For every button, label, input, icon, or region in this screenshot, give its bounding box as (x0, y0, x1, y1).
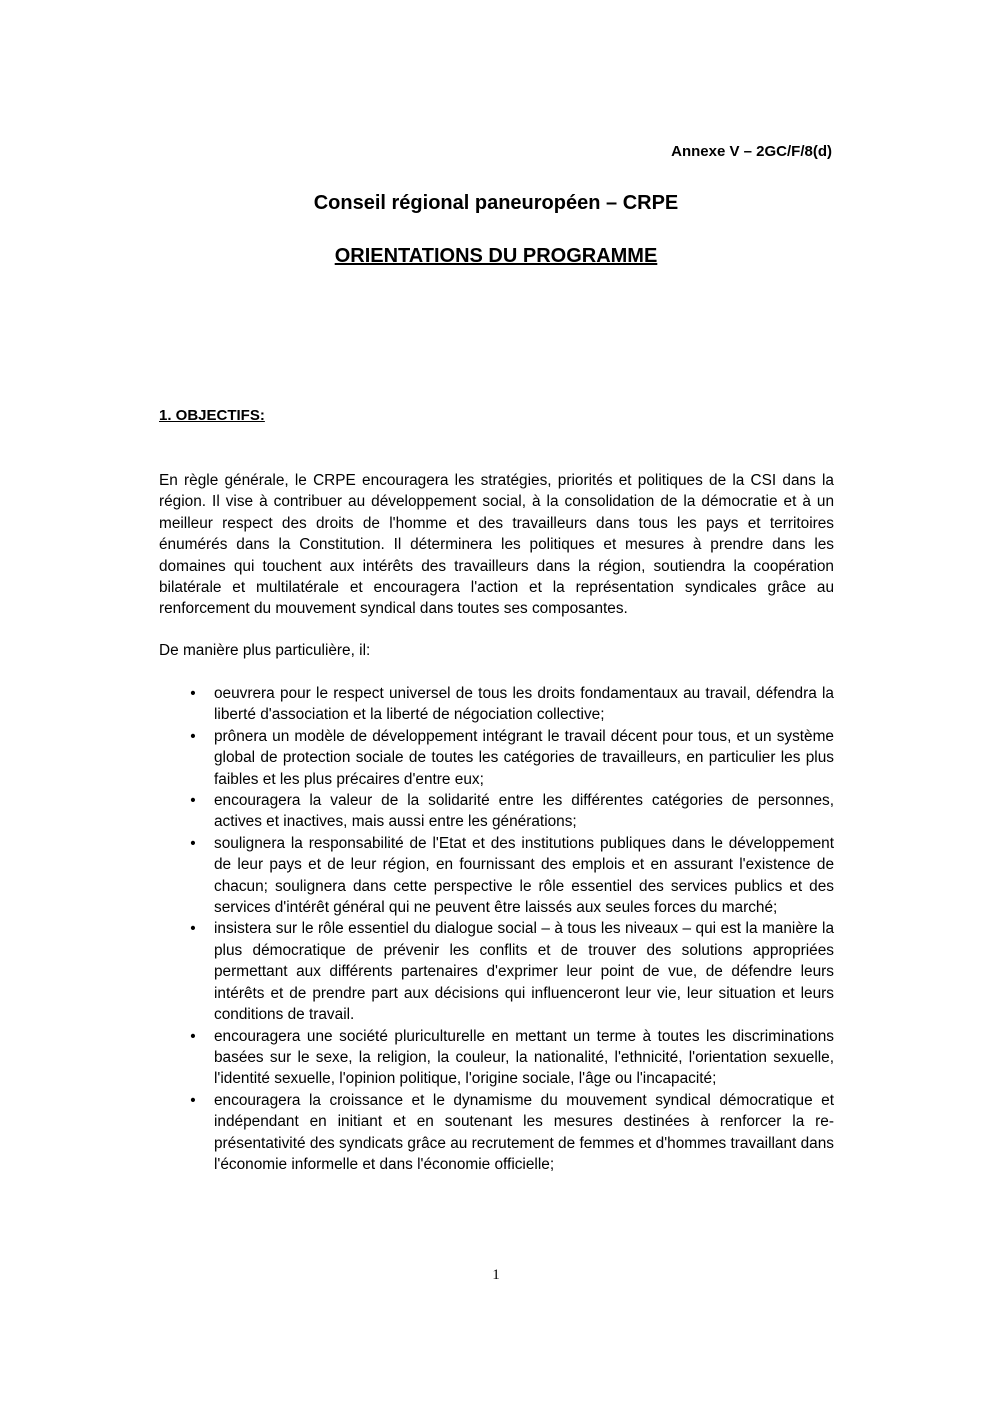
list-item-text: soulignera la responsabilité de l'Etat et des institutions publiques dans le développement de leur pays et de leur région, en fournissant des emplois et en assurant l'existence de chacun; soulignera dans cette perspective le rôle essentiel des services publics et des services d'intérêt général qui ne peuvent être laissés aux seules forces du marché; (214, 834, 834, 917)
list-item (159, 1026, 834, 1090)
intro-paragraph: En règle générale, le CRPE encouragera les stratégies, priorités et politiques de la CSI dans la région. Il vise à contribuer au développement social, à la consolidation de la démocratie et à un meilleur respect des droits de l'homme et des travailleurs dans tous les pays et territoires énumérés dans la Constitution. Il déterminera les politiques et mesures à prendre dans les domaines qui touchent aux intérêts des travailleurs dans la région, soutiendra la coopération bilatérale et multilatérale et encouragera l'action et la représentation syndicales grâce au renforcement du mouvement syndical dans toutes ses composantes. (159, 472, 834, 618)
bullet-icon: • (190, 1091, 196, 1109)
bullet-icon: • (190, 727, 196, 745)
list-item-text: encouragera la valeur de la solidarité entre les différentes catégories de personnes, actives et inactives, mais aussi entre les générations; (214, 792, 834, 831)
page-number: 1 (492, 1267, 500, 1283)
section-heading: 1. OBJECTIFS: (159, 407, 265, 424)
list-item-text: encouragera la croissance et le dynamisme du mouvement syndical démocratique et indépendant en initiant et en soutenant les mesures destinées à renforcer la représentativité des syndicats grâce au recrutement de femmes et d'hommes travaillant dans l'économie informelle et dans l'économie officielle; (214, 1091, 834, 1173)
list-item-text: encouragera une société pluriculturelle en mettant un terme à toutes les discriminations basées sur le sexe, la religion, la couleur, la nationalité, l'ethnicité, l'orientation sexuelle, l'identité sexuelle, l'opinion politique, l'origine sociale, l'âge ou l'incapacité; (214, 1027, 834, 1088)
list-item (159, 1090, 834, 1176)
list-item (159, 683, 834, 726)
bullet-icon: • (190, 1027, 196, 1045)
list-item (159, 790, 834, 833)
list-item-text: insistera sur le rôle essentiel du dialogue social – à tous les niveaux – qui est la manière la plus démocratique de prévenir les conflits et de trouver des solutions appropriées permettant aux différents partenaires d'exprimer leur point de vue, de défendre leurs intérêts et de prendre part aux décisions qui influenceront leur vie, leur situation et leurs conditions de travail. (214, 920, 834, 1024)
bullet-icon: • (190, 792, 196, 810)
list-item (159, 918, 834, 1025)
list-item-text: oeuvrera pour le respect universel de tous les droits fondamentaux au travail, défendra la liberté d'association et la liberté de négociation collective; (214, 685, 834, 724)
lead-paragraph: De manière plus particulière, il: (159, 642, 371, 659)
annex-reference: Annexe V – 2GC/F/8(d) (671, 143, 832, 160)
objectives-list (159, 683, 834, 1175)
list-item-text: prônera un modèle de développement intégrant le travail décent pour tous, et un système global de protection sociale de toutes les catégories de travailleurs, en particulier les plus faibles et les plus précaires d'entre eux; (214, 727, 834, 788)
list-item (159, 833, 834, 919)
bullet-icon: • (190, 685, 196, 702)
document-subtitle: ORIENTATIONS DU PROGRAMME (334, 245, 658, 267)
list-item (159, 726, 834, 790)
document-title: Conseil régional paneuropéen – CRPE (313, 192, 679, 214)
bullet-icon: • (190, 834, 196, 852)
bullet-icon: • (190, 920, 196, 938)
